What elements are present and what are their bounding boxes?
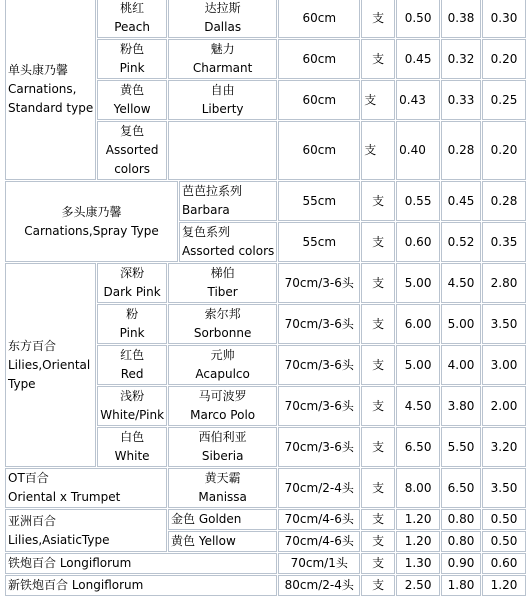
length-cell: 70cm/4-6头 xyxy=(278,531,360,552)
price-cell: 0.50 xyxy=(396,0,440,38)
variety-cell: 索尔邦 Sorbonne xyxy=(168,304,277,344)
variety-cell: 黄天霸 Manissa xyxy=(168,468,277,508)
variety-cell: 魅力 Charmant xyxy=(168,39,277,79)
unit-cell: 支 xyxy=(361,121,395,180)
length-cell: 70cm/3-6头 xyxy=(278,304,360,344)
price-cell: 0.28 xyxy=(441,121,481,180)
table-row xyxy=(5,468,526,508)
color-cell: 黄色 Yellow xyxy=(97,80,167,120)
variety-cell: 梯伯 Tiber xyxy=(168,263,277,303)
group-cell-asiatic: 亚洲百合 Lilies,AsiaticType xyxy=(5,509,167,552)
price-cell: 3.50 xyxy=(482,304,526,344)
price-cell: 0.60 xyxy=(482,553,526,574)
unit-cell: 支 xyxy=(361,345,395,385)
price-cell: 5.50 xyxy=(441,427,481,467)
length-cell: 55cm xyxy=(278,181,360,221)
price-cell: 0.25 xyxy=(482,80,526,120)
length-cell: 70cm/4-6头 xyxy=(278,509,360,530)
price-cell: 1.20 xyxy=(396,509,440,530)
variety-cell: 元帅 Acapulco xyxy=(168,345,277,385)
unit-cell: 支 xyxy=(361,427,395,467)
unit-cell: 支 xyxy=(361,181,395,221)
group-cell-ot: OT百合 Oriental x Trumpet xyxy=(5,468,167,508)
price-cell: 1.20 xyxy=(482,575,526,596)
price-cell: 0.55 xyxy=(396,181,440,221)
variety-cell: 复色系列 Assorted colors xyxy=(179,222,277,262)
unit-cell: 支 xyxy=(361,80,395,120)
color-cell: 浅粉 White/Pink xyxy=(97,386,167,426)
unit-cell: 支 xyxy=(361,531,395,552)
color-cell: 深粉 Dark Pink xyxy=(97,263,167,303)
length-cell: 55cm xyxy=(278,222,360,262)
length-cell: 70cm/3-6头 xyxy=(278,427,360,467)
length-cell: 60cm xyxy=(278,121,360,180)
variety-cell: 黄色 Yellow xyxy=(168,531,277,552)
group-cell-longiflorum: 铁炮百合 Longiflorum xyxy=(5,553,277,574)
price-cell: 8.00 xyxy=(396,468,440,508)
variety-cell: 芭芭拉系列 Barbara xyxy=(179,181,277,221)
color-cell: 粉 Pink xyxy=(97,304,167,344)
price-cell: 0.40 xyxy=(396,121,440,180)
price-cell: 0.32 xyxy=(441,39,481,79)
group-cell-carnations-spray: 多头康乃馨 Carnations,Spray Type xyxy=(5,181,178,262)
table-row xyxy=(5,263,526,303)
group-cell-new-longiflorum: 新铁炮百合 Longiflorum xyxy=(5,575,277,596)
color-cell: 粉色 Pink xyxy=(97,39,167,79)
unit-cell: 支 xyxy=(361,304,395,344)
price-cell: 0.30 xyxy=(482,0,526,38)
unit-cell: 支 xyxy=(361,0,395,38)
table-row xyxy=(5,553,526,574)
price-cell: 2.00 xyxy=(482,386,526,426)
price-cell: 3.20 xyxy=(482,427,526,467)
price-cell: 4.50 xyxy=(441,263,481,303)
variety-cell: 金色 Golden xyxy=(168,509,277,530)
price-cell: 1.80 xyxy=(441,575,481,596)
price-cell: 0.20 xyxy=(482,39,526,79)
price-cell: 0.20 xyxy=(482,121,526,180)
price-cell: 5.00 xyxy=(441,304,481,344)
unit-cell: 支 xyxy=(361,263,395,303)
variety-cell: 自由 Liberty xyxy=(168,80,277,120)
length-cell: 80cm/2-4头 xyxy=(278,575,360,596)
unit-cell: 支 xyxy=(361,468,395,508)
variety-cell: 达拉斯 Dallas xyxy=(168,0,277,38)
unit-cell: 支 xyxy=(361,509,395,530)
price-cell: 0.80 xyxy=(441,509,481,530)
unit-cell: 支 xyxy=(361,222,395,262)
price-cell: 1.30 xyxy=(396,553,440,574)
price-cell: 0.50 xyxy=(482,509,526,530)
table-row xyxy=(5,181,526,221)
price-cell: 5.00 xyxy=(396,345,440,385)
price-cell: 3.50 xyxy=(482,468,526,508)
length-cell: 70cm/3-6头 xyxy=(278,386,360,426)
length-cell: 60cm xyxy=(278,0,360,38)
variety-cell-empty xyxy=(168,121,277,180)
price-cell: 6.00 xyxy=(396,304,440,344)
table-row xyxy=(5,575,526,596)
price-cell: 3.80 xyxy=(441,386,481,426)
price-cell: 0.52 xyxy=(441,222,481,262)
price-cell: 0.33 xyxy=(441,80,481,120)
price-cell: 3.00 xyxy=(482,345,526,385)
price-cell: 4.50 xyxy=(396,386,440,426)
price-cell: 0.60 xyxy=(396,222,440,262)
price-cell: 5.00 xyxy=(396,263,440,303)
unit-cell: 支 xyxy=(361,39,395,79)
unit-cell: 支 xyxy=(361,386,395,426)
price-cell: 2.50 xyxy=(396,575,440,596)
group-cell-carnations-standard: 单头康乃馨 Carnations, Standard type xyxy=(5,0,96,180)
length-cell: 70cm/2-4头 xyxy=(278,468,360,508)
price-cell: 2.80 xyxy=(482,263,526,303)
table-row xyxy=(5,0,526,38)
color-cell: 白色 White xyxy=(97,427,167,467)
price-cell: 0.43 xyxy=(396,80,440,120)
color-cell: 复色 Assorted colors xyxy=(97,121,167,180)
price-cell: 1.20 xyxy=(396,531,440,552)
price-cell: 6.50 xyxy=(396,427,440,467)
length-cell: 60cm xyxy=(278,39,360,79)
price-cell: 0.28 xyxy=(482,181,526,221)
price-cell: 0.38 xyxy=(441,0,481,38)
variety-cell: 马可波罗 Marco Polo xyxy=(168,386,277,426)
variety-cell: 西伯利亚 Siberia xyxy=(168,427,277,467)
price-cell: 0.35 xyxy=(482,222,526,262)
price-cell: 0.45 xyxy=(396,39,440,79)
unit-cell: 支 xyxy=(361,575,395,596)
price-cell: 0.80 xyxy=(441,531,481,552)
color-cell: 红色 Red xyxy=(97,345,167,385)
price-table-container xyxy=(4,0,527,597)
price-cell: 6.50 xyxy=(441,468,481,508)
color-cell: 桃红 Peach xyxy=(97,0,167,38)
length-cell: 70cm/1头 xyxy=(278,553,360,574)
length-cell: 70cm/3-6头 xyxy=(278,345,360,385)
price-cell: 4.00 xyxy=(441,345,481,385)
flower-price-table xyxy=(4,0,527,597)
length-cell: 70cm/3-6头 xyxy=(278,263,360,303)
unit-cell: 支 xyxy=(361,553,395,574)
length-cell: 60cm xyxy=(278,80,360,120)
group-cell-lilies-oriental: 东方百合 Lilies,Oriental Type xyxy=(5,263,96,467)
price-cell: 0.45 xyxy=(441,181,481,221)
price-cell: 0.90 xyxy=(441,553,481,574)
price-cell: 0.50 xyxy=(482,531,526,552)
table-row xyxy=(5,509,526,530)
